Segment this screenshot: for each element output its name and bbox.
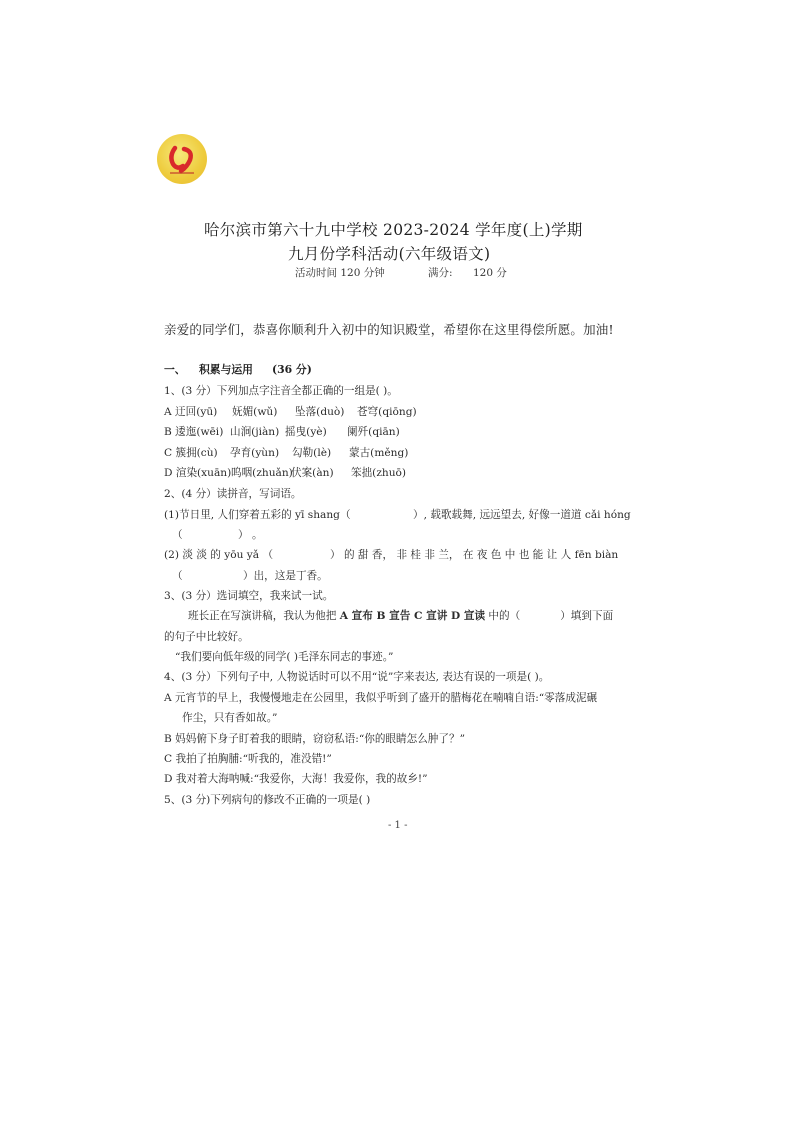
q3-line1 <box>188 608 613 623</box>
q1-c-4: 蒙古(měng) <box>349 447 409 459</box>
q2-s1-part-c: （ <box>172 529 183 541</box>
exam-title-line2: 九月份学科活动(六年级语文) <box>288 245 491 263</box>
q1-b-3: 摇曳(yè) <box>285 426 327 438</box>
score-label: 满分: <box>428 267 453 279</box>
q1-c-2: 孕育(yùn) <box>230 447 280 459</box>
q1-d-1: D 渲染(xuān) <box>164 467 232 479</box>
q5-stem: 5、(3 分)下列病句的修改不正确的一项是( ) <box>164 794 371 806</box>
q1-a-4: 苍穹(qiōng) <box>357 406 417 418</box>
q3-stem: 3、(3 分）选词填空，我来试一试。 <box>164 590 334 602</box>
q1-d-3: 伏案(àn) <box>291 467 334 479</box>
q1-c-1: C 簇拥(cù) <box>164 447 218 459</box>
exam-title-line1: 哈尔滨市第六十九中学校 2023-2024 学年度(上)学期 <box>204 221 583 239</box>
q3-line3: “我们要向低年级的同学( )毛泽东同志的事迹。” <box>175 651 394 663</box>
score-value: 120 分 <box>473 267 507 279</box>
q1-option-b <box>164 424 400 439</box>
school-logo-icon <box>157 134 207 184</box>
q2-stem: 2、(4 分）读拼音，写词语。 <box>164 488 302 500</box>
q2-s2-part-c: （ <box>172 570 183 582</box>
q4-option-c: C 我拍了拍胸脯:“听我的，准没错!” <box>164 753 332 765</box>
q4-option-b: B 妈妈俯下身子盯着我的眼睛，窃窃私语:“你的眼睛怎么肿了？” <box>164 733 465 745</box>
q4-option-a-line1: A 元宵节的早上，我慢慢地走在公园里，我似乎听到了盛开的腊梅花在喃喃自语:“零落成泥碾 <box>164 692 598 704</box>
q2-s2-part-a: (2) 淡 淡 的 yōu yǎ （ <box>164 549 274 561</box>
time-label: 活动时间 120 分钟 <box>295 267 385 279</box>
q1-d-2: 呜咽(zhuǎn) <box>231 467 293 479</box>
q2-s1-part-a: (1)节日里, 人们穿着五彩的 yī shang（ <box>164 509 351 521</box>
q3-options: A 宣布 B 宣告 C 宣讲 D 宣读 <box>339 610 486 622</box>
q1-a-2: 妩媚(wǔ) <box>232 406 278 418</box>
q1-c-3: 勾勒(lè) <box>292 447 332 459</box>
q4-stem: 4、(3 分）下列句子中, 人物说话时可以不用“说”字来表达, 表达有误的一项是( )。 <box>164 671 550 683</box>
q2-s2-part-d: ）出，这是丁香。 <box>243 570 328 582</box>
school-logo <box>157 134 207 184</box>
q2-s1-part-b: ）, 载歌载舞, 远远望去, 好像一道道 cǎi hóng <box>413 509 631 521</box>
q3-line1-tail: ）填到下面 <box>560 610 614 622</box>
section-points: (36 分) <box>272 363 312 376</box>
section-number: 一、 <box>164 363 186 376</box>
q1-b-4: 阑歼(qiān) <box>347 426 400 438</box>
q1-option-a <box>164 404 417 419</box>
q2-s2-part-b: ） 的 甜 香， 非 桂 非 兰， 在 夜 色 中 也 能 让 人 fēn biàn <box>330 549 619 561</box>
q3-line2: 的句子中比较好。 <box>164 631 249 643</box>
section-title: 积累与运用 <box>199 363 253 376</box>
q1-stem: 1、(3 分）下列加点字注音全都正确的一组是( )。 <box>164 385 398 397</box>
q4-option-d: D 我对着大海呐喊:“我爱你，大海！我爱你，我的故乡!” <box>164 773 428 785</box>
q1-a-1: A 迂回(yū) <box>164 406 218 418</box>
q3-line1-mid: 中的（ <box>488 610 521 622</box>
q1-b-2: 山涧(jiàn) <box>230 426 280 438</box>
q1-d-4: 笨拙(zhuō) <box>351 467 407 479</box>
page-number: - 1 - <box>388 820 408 831</box>
q2-s1-part-d: ） 。 <box>238 529 263 541</box>
q3-line1-lead: 班长正在写演讲稿，我认为他把 <box>188 610 337 622</box>
q1-a-3: 坠落(duò) <box>295 406 345 418</box>
q1-option-c <box>164 445 408 460</box>
intro-text: 亲爱的同学们，恭喜你顺利升入初中的知识殿堂，希望你在这里得偿所愿。加油! <box>164 322 614 337</box>
q4-option-a-line2: 作尘，只有香如故。” <box>182 712 278 724</box>
q1-option-d <box>164 465 406 480</box>
q1-b-1: B 逶迤(wēi) <box>164 426 224 438</box>
